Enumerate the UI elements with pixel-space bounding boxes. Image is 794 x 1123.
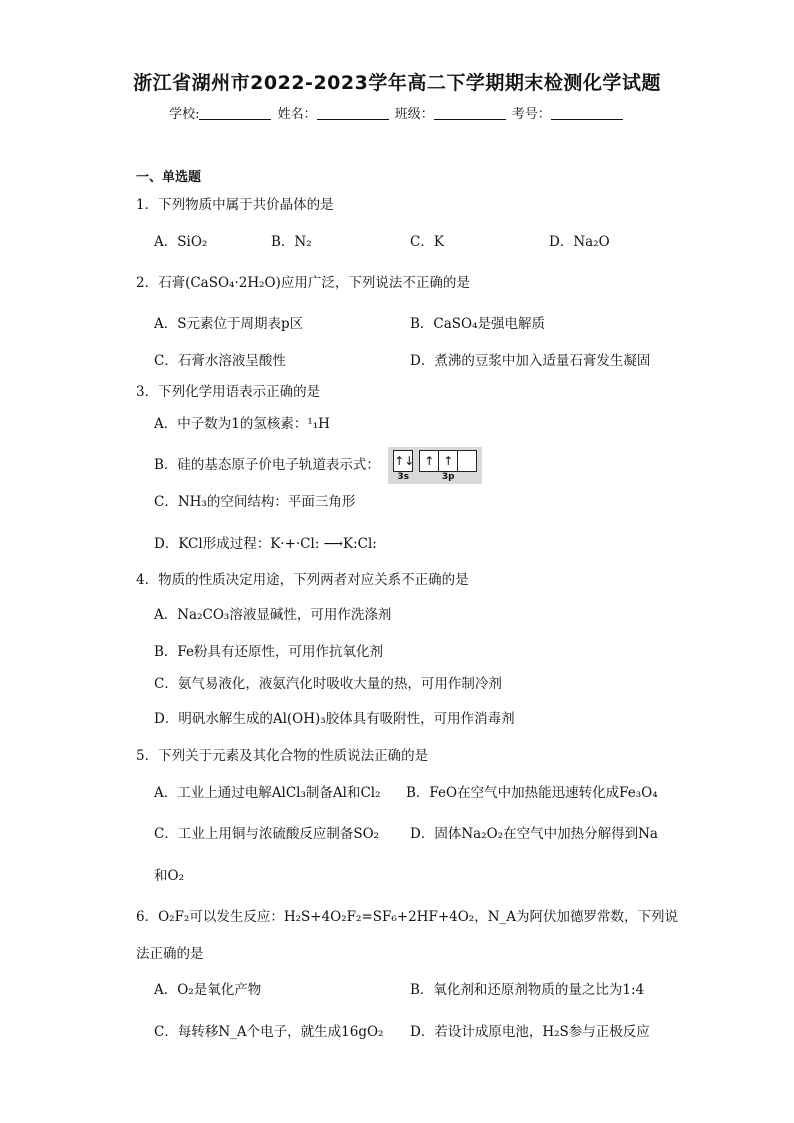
q1-option-a: A．SiO₂ <box>154 234 208 250</box>
q5-option-d: D．固体Na₂O₂在空气中加热分解得到Na <box>410 826 658 842</box>
class-blank <box>434 107 506 120</box>
q1-option-c: C．K <box>410 234 444 250</box>
q4-option-a: A．Na₂CO₃溶液显碱性，可用作洗涤剂 <box>154 607 392 623</box>
q6-option-c: C．每转移N_A个电子，就生成16gO₂ <box>154 1024 384 1040</box>
orbital-3s-cell: ↑↓ <box>393 450 413 472</box>
q5-option-a: A．工业上通过电解AlCl₃制备Al和Cl₂ <box>154 785 381 801</box>
id-blank <box>551 107 623 120</box>
question-6-stem: 6．O₂F₂可以发生反应：H₂S+4O₂F₂=SF₆+2HF+4O₂，N_A为阿伏加德罗常数，下列说 <box>136 909 679 925</box>
orbital-3p-group <box>419 450 477 472</box>
q6-option-d: D．若设计成原电池，H₂S参与正极反应 <box>410 1024 650 1040</box>
orbital-3p-cell-3 <box>458 450 477 472</box>
q4-option-d: D．明矾水解生成的Al(OH)₃胶体具有吸附性，可用作消毒剂 <box>154 711 515 727</box>
q2-option-b: B．CaSO₄是强电解质 <box>410 316 546 332</box>
question-6-stem-continued: 法正确的是 <box>136 946 204 962</box>
name-label: 姓名： <box>277 107 317 122</box>
q6-option-a: A．O₂是氧化产物 <box>154 982 262 998</box>
q6-option-b: B．氧化剂和还原剂物质的量之比为1:4 <box>410 982 645 998</box>
question-4-stem: 4．物质的性质决定用途，下列两者对应关系不正确的是 <box>136 572 469 588</box>
question-3-stem: 3．下列化学用语表示正确的是 <box>136 384 321 400</box>
school-blank <box>199 107 271 120</box>
q3-option-b-text: B．硅的基态原子价电子轨道表示式： <box>154 457 380 473</box>
q1-option-b: B．N₂ <box>271 234 312 250</box>
q5-option-b: B．FeO在空气中加热能迅速转化成Fe₃O₄ <box>406 785 658 801</box>
q3-option-d: D．KCl形成过程：K·+·Cl: ⟶K:Cl: <box>154 536 377 552</box>
q3-option-a: A．中子数为1的氢核素：¹₁H <box>154 416 330 432</box>
q5-option-d-continued: 和O₂ <box>154 868 184 884</box>
question-1-stem: 1．下列物质中属于共价晶体的是 <box>136 197 334 213</box>
q2-option-c: C．石膏水溶液呈酸性 <box>154 353 286 369</box>
q3-option-b <box>154 447 482 484</box>
q4-option-b: B．Fe粉具有还原性，可用作抗氧化剂 <box>154 644 384 660</box>
section-title: 一、单选题 <box>136 170 202 185</box>
q4-option-c: C．氨气易液化，液氨汽化时吸收大量的热，可用作制冷剂 <box>154 676 502 692</box>
school-label: 学校: <box>169 107 200 122</box>
q3-option-c: C．NH₃的空间结构：平面三角形 <box>154 494 356 510</box>
student-info-line <box>0 103 794 122</box>
question-2-stem: 2．石膏(CaSO₄·2H₂O)应用广泛，下列说法不正确的是 <box>136 275 470 291</box>
question-5-stem: 5．下列关于元素及其化合物的性质说法正确的是 <box>136 748 429 764</box>
q5-option-c: C．工业上用铜与浓硫酸反应制备SO₂ <box>154 826 380 842</box>
id-label: 考号： <box>511 107 551 122</box>
orbital-3p-label: 3p <box>441 472 455 482</box>
orbital-3s-label: 3s <box>397 472 410 482</box>
q1-option-d: D．Na₂O <box>549 234 610 250</box>
page-title: 浙江省湖州市2022-2023学年高二下学期期末检测化学试题 <box>133 72 661 94</box>
orbital-diagram <box>388 447 482 484</box>
orbital-3s-group <box>393 450 413 472</box>
class-label: 班级： <box>394 107 434 122</box>
q2-option-a: A．S元素位于周期表p区 <box>154 316 304 332</box>
orbital-3p-cell-2: ↑ <box>439 450 458 472</box>
name-blank <box>317 107 389 120</box>
orbital-3p-cell-1: ↑ <box>419 450 439 472</box>
q2-option-d: D．煮沸的豆浆中加入适量石膏发生凝固 <box>410 353 651 369</box>
